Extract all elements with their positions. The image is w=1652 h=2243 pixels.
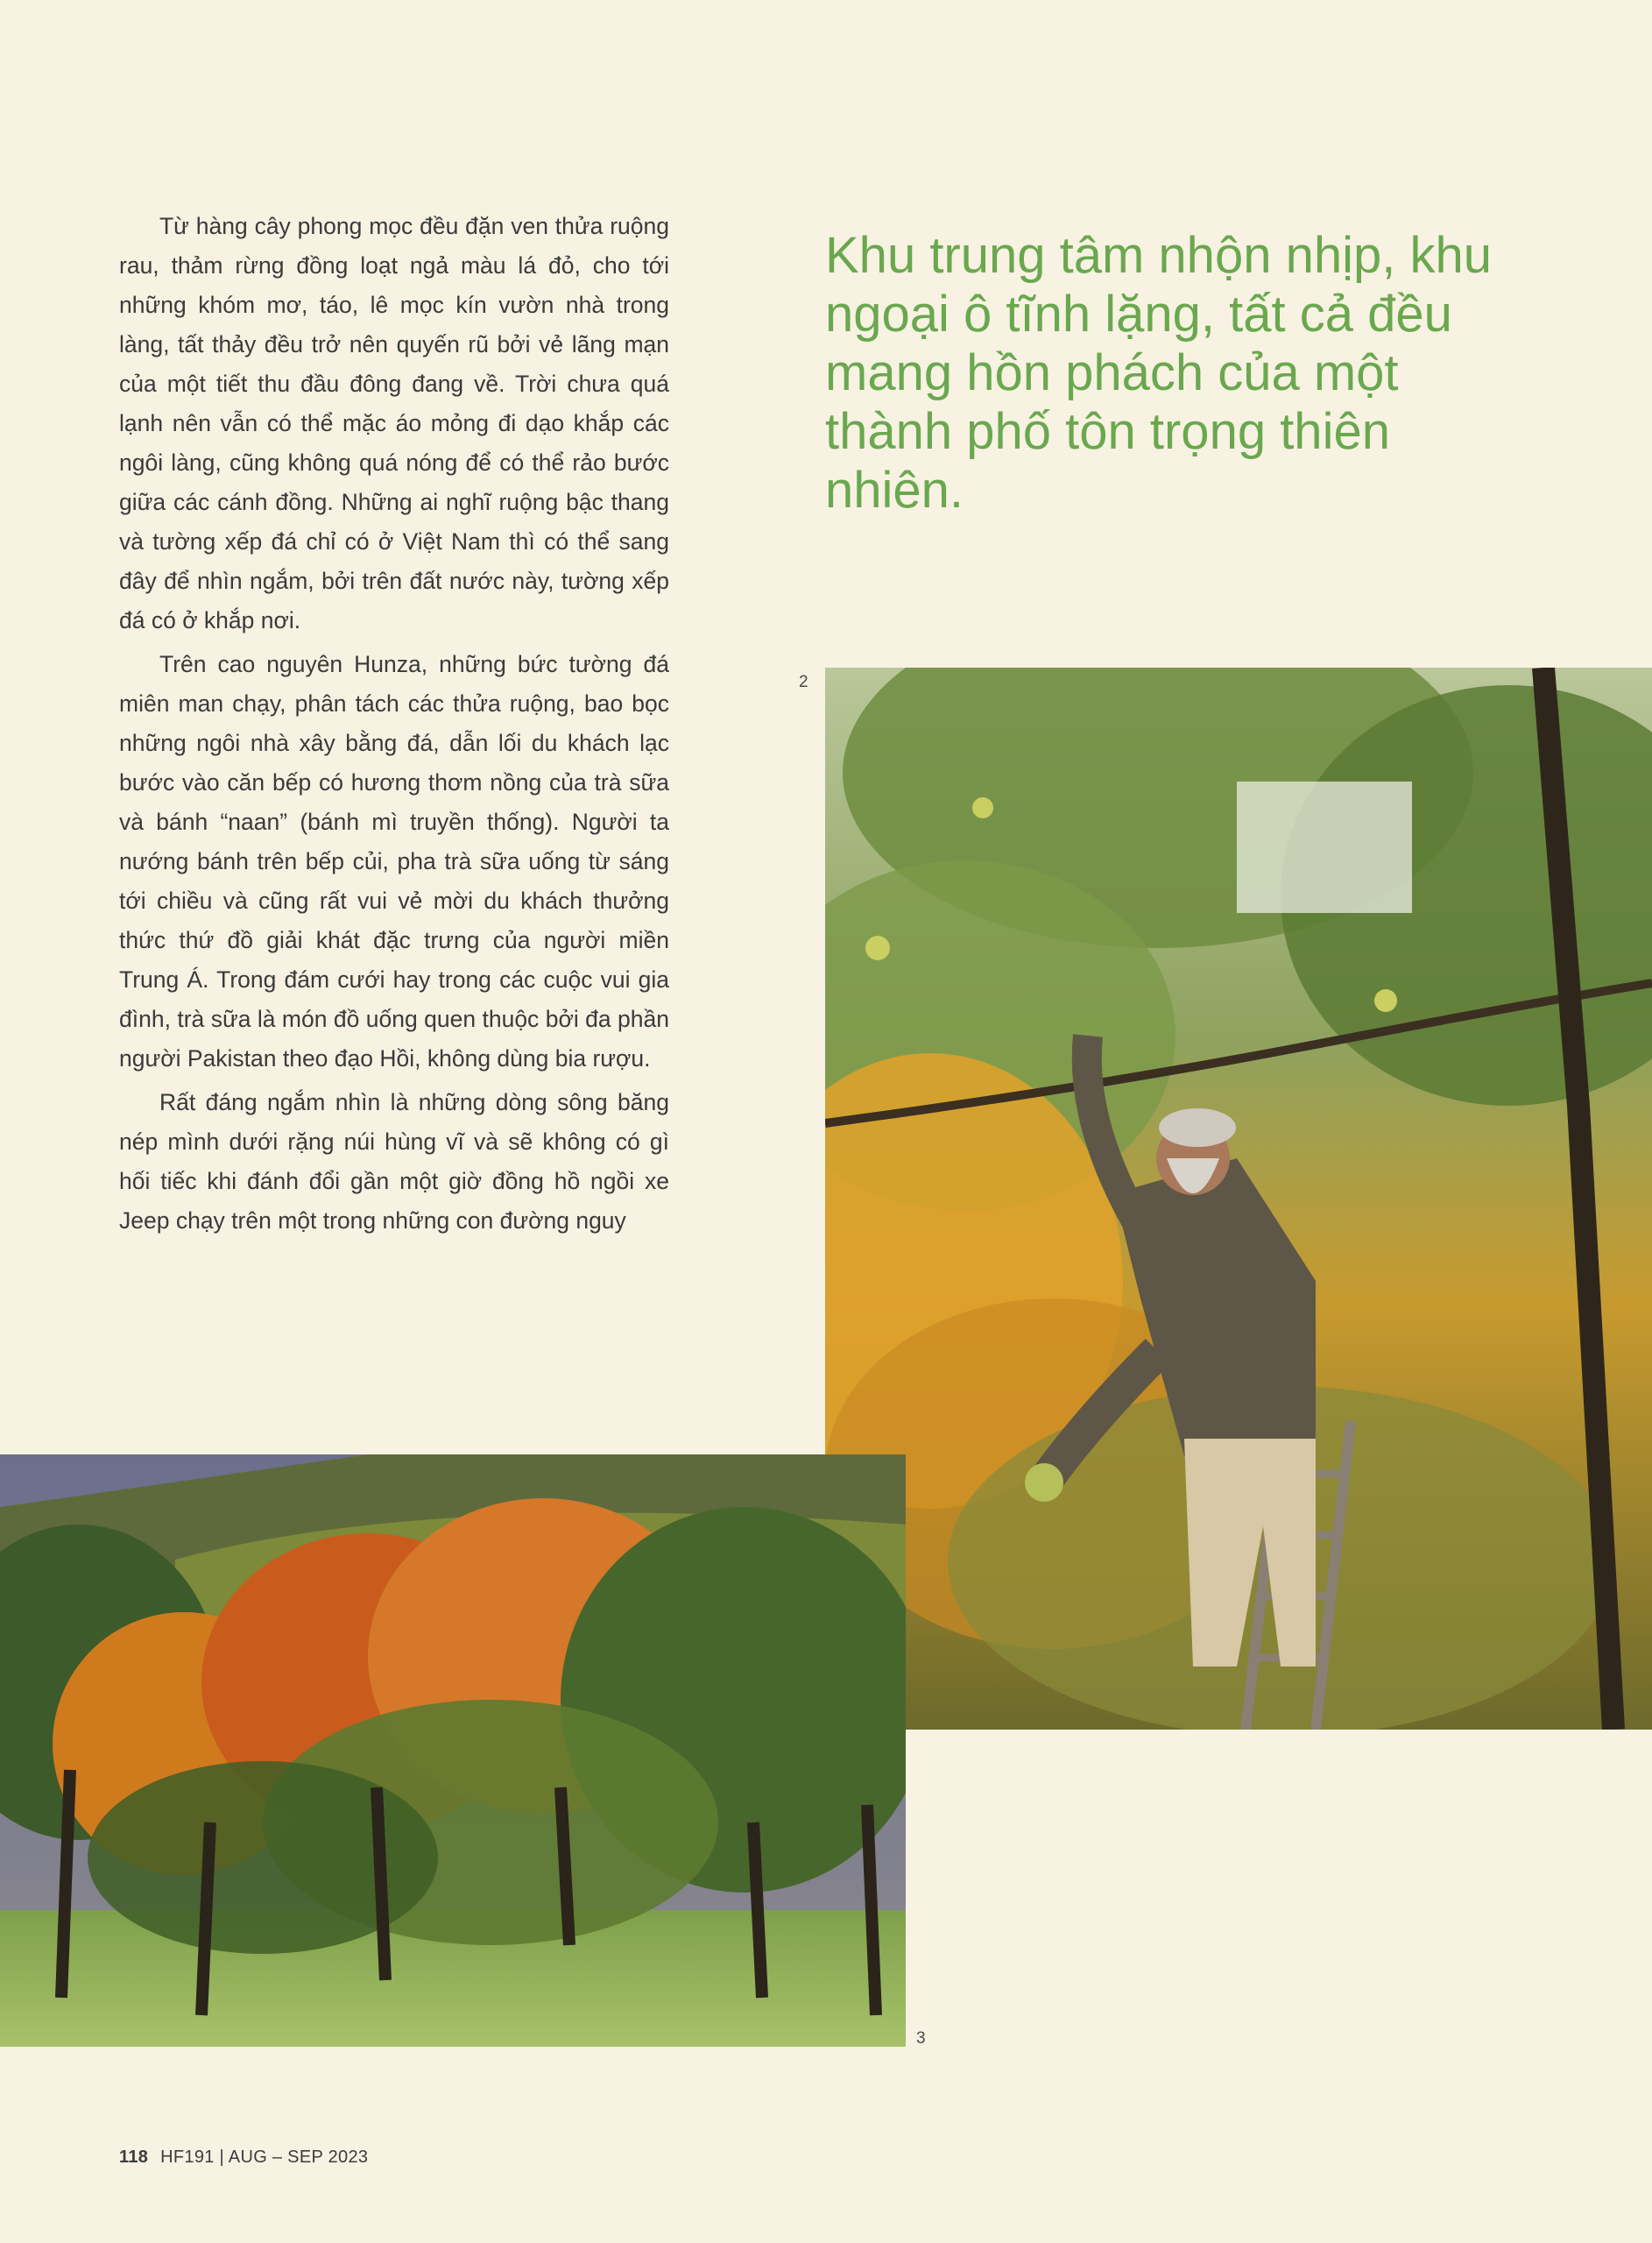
photo-3-image <box>0 1454 906 2047</box>
issue-label: HF191 | AUG – SEP 2023 <box>160 2147 369 2167</box>
article-body <box>119 207 669 1245</box>
photo-number-2: 2 <box>799 673 808 691</box>
photo-2-image <box>825 668 1652 1730</box>
pull-quote: Khu trung tâm nhộn nhịp, khu ngoại ô tĩnh lặng, tất cả đều mang hồn phách của một thành phố tôn trọng thiên nhiên. <box>825 227 1492 519</box>
photo-number-3: 3 <box>916 2029 926 2048</box>
paragraph: Trên cao nguyên Hunza, những bức tường đá miên man chạy, phân tách các thửa ruộng, bao bọc những ngôi nhà xây bằng đá, dẫn lối du khách lạc bước vào căn bếp có hương thơm nồng của trà sữa và bánh “naan” (bánh mì truyền thống). Người ta nướng bánh trên bếp củi, pha trà sữa uống từ sáng tới chiều và cũng rất vui vẻ mời du khách thưởng thức thứ đồ giải khát đặc trưng của người miền Trung Á. Trong đám cưới hay trong các cuộc vui gia đình, trà sữa là món đồ uống quen thuộc bởi đa phần người Pakistan theo đạo Hồi, không dùng bia rượu. <box>119 651 669 1072</box>
photo-autumn-orchard <box>0 1454 906 2047</box>
paragraph: Rất đáng ngắm nhìn là những dòng sông băng nép mình dưới rặng núi hùng vĩ và sẽ không có gì hối tiếc khi đánh đổi gần một giờ đồng hồ ngồi xe Jeep chạy trên một trong những con đường nguy <box>119 1089 669 1234</box>
photo-man-picking-apples <box>825 668 1652 1730</box>
paragraph: Từ hàng cây phong mọc đều đặn ven thửa ruộng rau, thảm rừng đồng loạt ngả màu lá đỏ, cho tới những khóm mơ, táo, lê mọc kín vườn nhà trong làng, tất thảy đều trở nên quyến rũ bởi vẻ lãng mạn của một tiết thu đầu đông đang về. Trời chưa quá lạnh nên vẫn có thể mặc áo mỏng đi dạo khắp các ngôi làng, cũng không quá nóng để có thể rảo bước giữa các cánh đồng. Những ai nghĩ ruộng bậc thang và tường xếp đá chỉ có ở Việt Nam thì có thể sang đây để nhìn ngắm, bởi trên đất nước này, tường xếp đá có ở khắp nơi. <box>119 213 669 633</box>
page-number: 118 <box>119 2147 149 2167</box>
page-footer <box>119 2147 368 2168</box>
